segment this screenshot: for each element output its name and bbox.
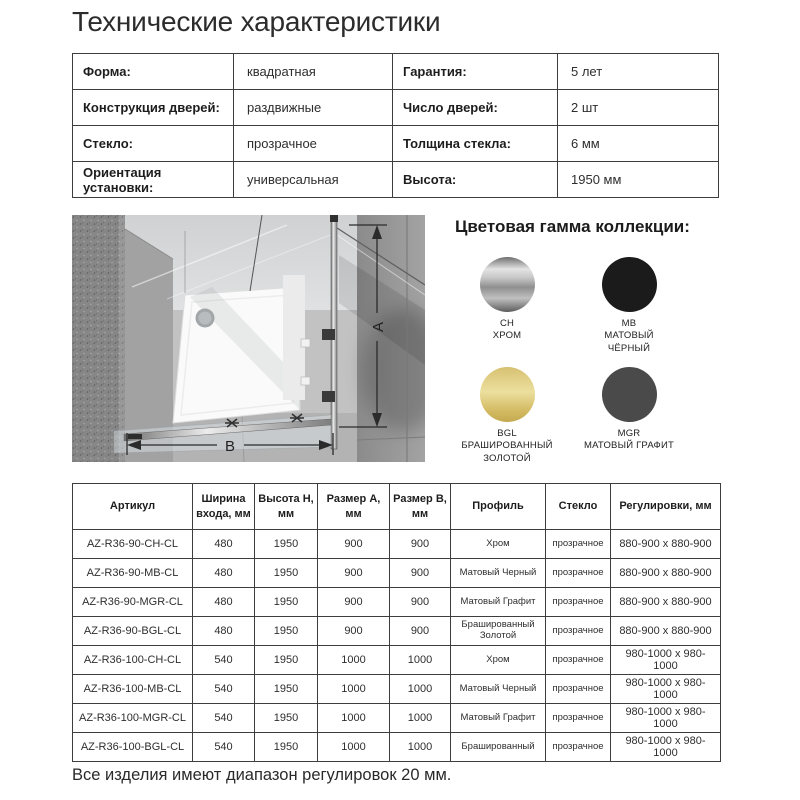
cell-entry-width: 480: [193, 559, 255, 588]
cell-adjustment: 880-900 x 880-900: [611, 559, 721, 588]
dimension-a-label: A: [370, 321, 387, 333]
swatch-name: ХРОМ: [492, 330, 522, 342]
spec-label: Высота:: [393, 162, 558, 198]
cell-size-b: 900: [390, 559, 451, 588]
cell-glass: прозрачное: [546, 733, 611, 762]
dimension-b-label: B: [224, 438, 236, 455]
column-header: Регулировки, мм: [611, 484, 721, 530]
cell-height: 1950: [255, 733, 318, 762]
table-header-row: [73, 484, 721, 530]
cell-profile: Матовый Графит: [451, 704, 546, 733]
cell-profile: Матовый Графит: [451, 588, 546, 617]
cell-glass: прозрачное: [546, 559, 611, 588]
spec-value: 1950 мм: [558, 162, 719, 198]
spec-value: универсальная: [234, 162, 393, 198]
table-row: [73, 559, 721, 588]
panel-bracket: [301, 339, 310, 347]
cell-article: AZ-R36-90-BGL-CL: [73, 617, 193, 646]
table-row: [73, 733, 721, 762]
cell-adjustment: 980-1000 x 980-1000: [611, 675, 721, 704]
cell-size-b: 1000: [390, 704, 451, 733]
cell-size-b: 900: [390, 588, 451, 617]
swatch-caption: [583, 318, 675, 355]
cell-adjustment: 880-900 x 880-900: [611, 530, 721, 559]
spec-value: 5 лет: [558, 54, 719, 90]
cell-article: AZ-R36-90-MB-CL: [73, 559, 193, 588]
cell-entry-width: 480: [193, 588, 255, 617]
cell-article: AZ-R36-100-MB-CL: [73, 675, 193, 704]
spec-label: Форма:: [73, 54, 234, 90]
cell-height: 1950: [255, 617, 318, 646]
cell-size-a: 900: [318, 559, 390, 588]
concrete-column: [72, 215, 125, 462]
top-bracket: [330, 215, 338, 222]
swatch-matte-graphite: [574, 367, 684, 453]
cell-size-a: 900: [318, 617, 390, 646]
cell-size-a: 1000: [318, 675, 390, 704]
colors-section: [452, 215, 752, 485]
cell-profile: Хром: [451, 530, 546, 559]
panel-bracket: [301, 377, 310, 385]
swatch-matte-black: [574, 257, 684, 355]
footer-note: Все изделия имеют диапазон регулировок 20 мм.: [72, 766, 452, 784]
cell-size-b: 900: [390, 530, 451, 559]
spec-label: Гарантия:: [393, 54, 558, 90]
drain-cover: [199, 312, 212, 325]
spec-row: [73, 162, 719, 198]
spec-value: раздвижные: [234, 90, 393, 126]
cell-size-b: 1000: [390, 675, 451, 704]
cell-adjustment: 980-1000 x 980-1000: [611, 704, 721, 733]
page-title: Технические характеристики: [72, 6, 441, 37]
cell-adjustment: 880-900 x 880-900: [611, 617, 721, 646]
spec-row: [73, 54, 719, 90]
cell-glass: прозрачное: [546, 588, 611, 617]
door-hinge: [322, 329, 335, 340]
cell-size-b: 1000: [390, 646, 451, 675]
swatch-chrome: [452, 257, 562, 343]
cell-entry-width: 480: [193, 530, 255, 559]
cell-adjustment: 980-1000 x 980-1000: [611, 646, 721, 675]
column-header: Стекло: [546, 484, 611, 530]
swatch-caption: [461, 318, 553, 343]
table-row: [73, 675, 721, 704]
swatch-code: BGL: [497, 428, 517, 439]
cell-height: 1950: [255, 588, 318, 617]
spec-value: квадратная: [234, 54, 393, 90]
articles-table: [72, 483, 721, 762]
swatch-code: MGR: [617, 428, 641, 439]
table-row: [73, 530, 721, 559]
swatch-caption: [583, 428, 675, 453]
cell-profile: Брашированный: [451, 733, 546, 762]
cell-adjustment: 980-1000 x 980-1000: [611, 733, 721, 762]
column-header: Профиль: [451, 484, 546, 530]
cell-size-a: 1000: [318, 646, 390, 675]
table-row: [73, 704, 721, 733]
swatch-name: БРАШИРОВАННЫЙ ЗОЛОТОЙ: [461, 440, 553, 464]
table-row: [73, 617, 721, 646]
column-header: Размер B, мм: [390, 484, 451, 530]
cell-glass: прозрачное: [546, 530, 611, 559]
cell-profile: Матовый Черный: [451, 559, 546, 588]
cell-adjustment: 880-900 x 880-900: [611, 588, 721, 617]
cell-entry-width: 480: [193, 617, 255, 646]
column-edge-highlight: [119, 215, 125, 462]
cell-size-a: 900: [318, 588, 390, 617]
cell-profile: Хром: [451, 646, 546, 675]
column-header: Высота H, мм: [255, 484, 318, 530]
swatch-name: МАТОВЫЙ ЧЁРНЫЙ: [604, 330, 654, 354]
spec-value: 6 мм: [558, 126, 719, 162]
cell-article: AZ-R36-100-MGR-CL: [73, 704, 193, 733]
cell-height: 1950: [255, 646, 318, 675]
cell-entry-width: 540: [193, 733, 255, 762]
matte-graphite-swatch-circle: [602, 367, 657, 422]
rail-end-cap: [128, 434, 142, 439]
table-row: [73, 646, 721, 675]
table-row: [73, 588, 721, 617]
chrome-swatch-circle: [480, 257, 535, 312]
matte-black-swatch-circle: [602, 257, 657, 312]
swatch-name: МАТОВЫЙ ГРАФИТ: [583, 440, 674, 452]
swatch-caption: [461, 428, 553, 465]
shower-enclosure-diagram: [72, 215, 425, 462]
cell-size-a: 1000: [318, 733, 390, 762]
spec-label: Ориентация установки:: [73, 162, 234, 198]
cell-entry-width: 540: [193, 646, 255, 675]
cell-article: AZ-R36-100-CH-CL: [73, 646, 193, 675]
cell-profile: Матовый Черный: [451, 675, 546, 704]
spec-label: Толщина стекла:: [393, 126, 558, 162]
cell-entry-width: 540: [193, 704, 255, 733]
cell-height: 1950: [255, 675, 318, 704]
spec-label: Конструкция дверей:: [73, 90, 234, 126]
door-hinge: [322, 391, 335, 402]
brushed-gold-swatch-circle: [480, 367, 535, 422]
cell-size-b: 1000: [390, 733, 451, 762]
column-header: Артикул: [73, 484, 193, 530]
cell-height: 1950: [255, 559, 318, 588]
swatch-code: MB: [621, 318, 637, 329]
cell-article: AZ-R36-90-CH-CL: [73, 530, 193, 559]
colors-title: Цветовая гамма коллекции:: [455, 217, 690, 236]
spec-value: прозрачное: [234, 126, 393, 162]
cell-height: 1950: [255, 704, 318, 733]
cell-size-a: 1000: [318, 704, 390, 733]
swatch-code: CH: [499, 318, 515, 329]
product-image: [72, 215, 425, 462]
cell-glass: прозрачное: [546, 617, 611, 646]
cell-entry-width: 540: [193, 675, 255, 704]
column-header: Размер A, мм: [318, 484, 390, 530]
swatch-brushed-gold: [452, 367, 562, 465]
spec-row: [73, 126, 719, 162]
spec-label: Стекло:: [73, 126, 234, 162]
cell-profile: Брашированный Золотой: [451, 617, 546, 646]
cell-article: AZ-R36-100-BGL-CL: [73, 733, 193, 762]
cell-glass: прозрачное: [546, 704, 611, 733]
cell-glass: прозрачное: [546, 646, 611, 675]
cell-article: AZ-R36-90-MGR-CL: [73, 588, 193, 617]
cell-size-a: 900: [318, 530, 390, 559]
spec-table: [72, 53, 719, 198]
cell-glass: прозрачное: [546, 675, 611, 704]
cell-size-b: 900: [390, 617, 451, 646]
column-header: Ширина входа, мм: [193, 484, 255, 530]
spec-value: 2 шт: [558, 90, 719, 126]
spec-label: Число дверей:: [393, 90, 558, 126]
spec-row: [73, 90, 719, 126]
cell-height: 1950: [255, 530, 318, 559]
